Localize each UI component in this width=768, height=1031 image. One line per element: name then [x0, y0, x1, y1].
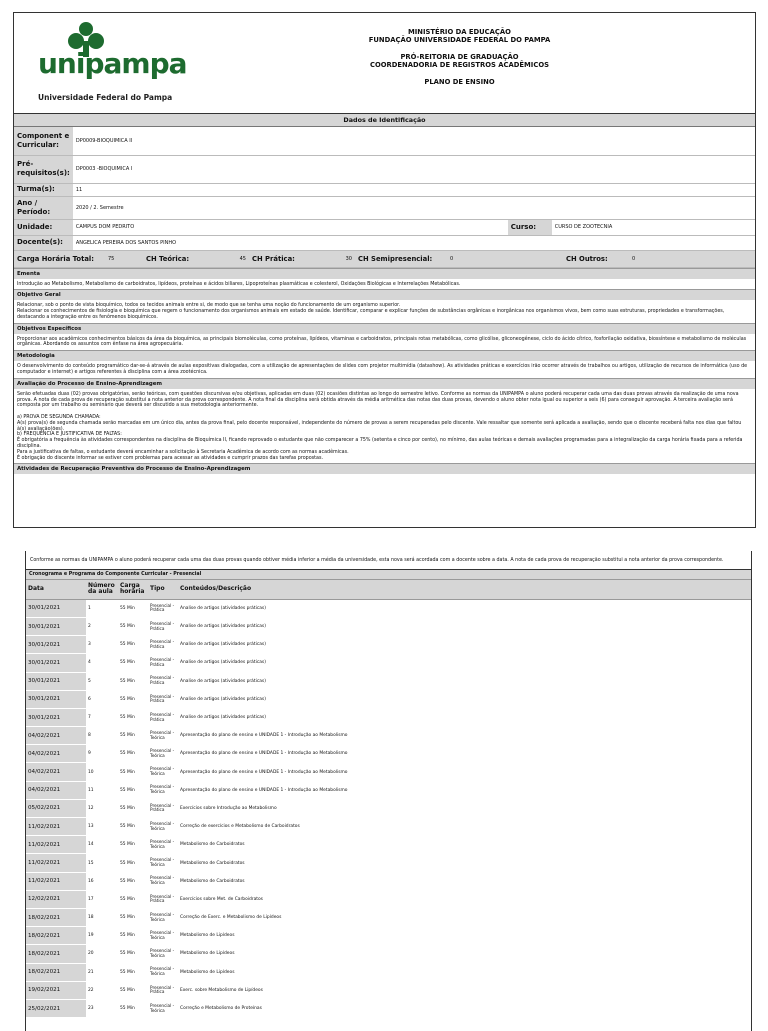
- ch-total-value: 75: [105, 251, 143, 268]
- cell-tipo: Presencial - Prática: [148, 672, 178, 690]
- turma-value: 11: [73, 183, 755, 196]
- cell-conteudo: Analise de artigos (atividades práticas): [178, 690, 751, 708]
- metodologia-title: Metodologia: [14, 350, 755, 361]
- cell-numero: 18: [86, 908, 118, 926]
- cell-conteudo: Apresentação do plano de ensino e UNIDADE 1 - Introdução ao Metabolismo: [178, 727, 751, 745]
- header-titles: [194, 13, 755, 113]
- cell-tipo: Presencial - Prática: [148, 890, 178, 908]
- cell-conteudo: Exerc. sobre Metabolismo de Lipídeos: [178, 981, 751, 999]
- cell-carga: 55 Min: [118, 690, 148, 708]
- cell-numero: 20: [86, 945, 118, 963]
- table-row: [26, 999, 751, 1017]
- table-row: [26, 908, 751, 926]
- cell-tipo: Presencial - Teórica: [148, 945, 178, 963]
- table-row: [26, 981, 751, 999]
- cell-date: 18/02/2021: [26, 908, 86, 926]
- cell-numero: 6: [86, 690, 118, 708]
- cell-numero: 5: [86, 672, 118, 690]
- cell-tipo: Presencial - Prática: [148, 617, 178, 635]
- recuperacao-title: Atividades de Recuperação Preventiva do Processo de Ensino-Aprendizagem: [14, 463, 755, 474]
- cell-date: 12/02/2021: [26, 890, 86, 908]
- turma-label: Turma(s):: [14, 183, 73, 196]
- cell-tipo: Presencial - Prática: [148, 799, 178, 817]
- cell-carga: 55 Min: [118, 745, 148, 763]
- metodologia-text: O desenvolvimento do conteúdo programático dar-se-á através de aulas expositivas dialogadas, com a utilização de apresentações de slides com projetor multimídia (datashow). As atividades práticas e exercícios irão ocorrer através de trabalhos ou artigos, utilização de recursos de informática (uso de computador e internet) e artigos referentes à disciplina com a área zootécnica.: [17, 364, 748, 376]
- table-row: [26, 672, 751, 690]
- table-row: [26, 617, 751, 635]
- cell-conteudo: Correção de Exerc. e Metabolismo de Lipídeos: [178, 908, 751, 926]
- ano-value: 2020 / 2. Semestre: [73, 196, 755, 219]
- cell-tipo: Presencial - Teórica: [148, 908, 178, 926]
- cell-date: 30/01/2021: [26, 690, 86, 708]
- cell-conteudo: Analise de artigos (atividades práticas): [178, 654, 751, 672]
- table-row: [26, 745, 751, 763]
- cell-numero: 8: [86, 727, 118, 745]
- cell-carga: 55 Min: [118, 908, 148, 926]
- cell-date: 04/02/2021: [26, 727, 86, 745]
- cell-carga: 55 Min: [118, 727, 148, 745]
- plano-ensino-page-1: [13, 12, 756, 528]
- logo-wordmark: unipampa: [38, 47, 187, 80]
- objetivo-geral-title: Objetivo Geral: [14, 289, 755, 300]
- cell-conteudo: Analise de artigos (atividades práticas): [178, 672, 751, 690]
- ementa-title: Ementa: [14, 268, 755, 279]
- cell-tipo: Presencial - Teórica: [148, 836, 178, 854]
- cell-carga: 55 Min: [118, 617, 148, 635]
- ch-total-label: Carga Horária Total:: [14, 251, 105, 268]
- cell-date: 11/02/2021: [26, 872, 86, 890]
- table-row: [26, 727, 751, 745]
- cell-tipo: Presencial - Prática: [148, 981, 178, 999]
- curso-label: Curso:: [508, 219, 552, 235]
- ch-semi-label: CH Semipresencial:: [355, 251, 447, 268]
- cell-carga: 55 Min: [118, 818, 148, 836]
- componente-label: Component e Curricular:: [14, 127, 73, 155]
- logo-subtitle: Universidade Federal do Pampa: [38, 93, 173, 102]
- objetivo-geral-block: [14, 289, 755, 322]
- cell-carga: 55 Min: [118, 981, 148, 999]
- cell-numero: 9: [86, 745, 118, 763]
- cell-numero: 13: [86, 818, 118, 836]
- cell-tipo: Presencial - Prática: [148, 599, 178, 617]
- cell-carga: 55 Min: [118, 599, 148, 617]
- col-tipo: Tipo: [148, 580, 178, 600]
- objetivo-geral-text: Relacionar, sob o ponto de vista bioquímico, todos os tecidos animais entre si, de modo que se tenha uma noção do funcionamento de um organismo superior. Relacionar os conhecimentos de fisiologia e bioquímica que regem o funcionamento dos organismos animais em estado de saúde. Identificar, comparar e explicar funções de substâncias orgânicas e inorgânicas nos organismos vivos, bem como suas estruturas, propriedades e transformações, destacando a integração entre os fenômenos bioquímicos.: [17, 303, 725, 320]
- cell-conteudo: Correção e Metabolismo de Proteínas: [178, 999, 751, 1017]
- avaliacao-block: [14, 378, 755, 464]
- cell-date: 11/02/2021: [26, 818, 86, 836]
- cell-conteudo: Exercícios sobre Met. de Carboidratos: [178, 890, 751, 908]
- cell-numero: 12: [86, 799, 118, 817]
- cell-conteudo: Metabolismo de Carboidratos: [178, 836, 751, 854]
- cell-carga: 55 Min: [118, 672, 148, 690]
- cell-date: 11/02/2021: [26, 836, 86, 854]
- cell-carga: 55 Min: [118, 708, 148, 726]
- unipampa-logo: [14, 13, 194, 113]
- cell-date: 18/02/2021: [26, 945, 86, 963]
- unidade-value: CAMPUS DOM PEDRITO: [73, 219, 508, 235]
- cell-numero: 3: [86, 636, 118, 654]
- cell-carga: 55 Min: [118, 763, 148, 781]
- table-row: [26, 690, 751, 708]
- table-row: [26, 872, 751, 890]
- header-line: MINISTÉRIO DA EDUCAÇÃO: [408, 28, 511, 36]
- cell-numero: 22: [86, 981, 118, 999]
- cell-carga: 55 Min: [118, 999, 148, 1017]
- col-data: Data: [26, 580, 86, 600]
- cell-tipo: Presencial - Teórica: [148, 927, 178, 945]
- prereq-value: DP0003 -BIOQUIMICA I: [73, 155, 755, 183]
- identification-section-title: Dados de Identificação: [14, 114, 755, 127]
- cell-tipo: Presencial - Teórica: [148, 963, 178, 981]
- cell-tipo: Presencial - Teórica: [148, 781, 178, 799]
- document-header: [14, 13, 755, 114]
- ch-outros-label: CH Outros:: [563, 251, 629, 268]
- cell-conteudo: Exercícios sobre Introdução ao Metabolismo: [178, 799, 751, 817]
- cell-carga: 55 Min: [118, 945, 148, 963]
- table-row: [26, 799, 751, 817]
- table-row: [26, 963, 751, 981]
- cell-date: 18/02/2021: [26, 927, 86, 945]
- recuperacao-block: [14, 463, 755, 474]
- cell-carga: 55 Min: [118, 636, 148, 654]
- cell-date: 11/02/2021: [26, 854, 86, 872]
- header-line: FUNDAÇÃO UNIVERSIDADE FEDERAL DO PAMPA: [368, 36, 551, 45]
- avaliacao-text: Serão efetuadas duas (02) provas obrigatórias, serão teóricas, com questões discursivas e/ou objetivas, aplicadas em duas (02) ocasiões distintas ao longo do semestre letivo. Conforme as normas da UNIPAMPA o aluno poderá recuperar cada uma das duas provas através da realização de uma nova prova. A nota de cada prova de recuperação substitui a nota anterior da prova correspondente. A nota final da disciplina será obtida através da média aritmética das notas das duas provas, devendo o aluno obter nota igual ou superior a seis (6) para conseguir aprovação. A terceira avaliação será composta por um trabalho ou seminário que deverá ser discutido a sua metodologia anteriormente. a) PROVA DE SEGUNDA CHAMADA: A(s) prova(s) de segunda chamada serão marcadas em um único dia, antes da prova final, pelo docente responsável, independente do número de provas a serem recuperadas pelo discente. Vale ressaltar que somente será aplicada a avaliação, sendo que o discente receberá falta nos dias que faltou à(s) avaliação(ões). b) FREQUÊNCIA E JUSTIFICATIVA DE FALTAS: É obrigatória a frequência às atividades correspondentes na disciplina de Bioquímica II, ficando reprovado o estudante que não comparecer a 75% (setenta e cinco por cento), no mínimo, das aulas teóricas e demais avaliações programadas para a integralização da carga horária fixada para a referida disciplina. Para a justificativa de faltas, o estudante deverá encaminhar a solicitação à Secretaria Acadêmica de acordo com as normas acadêmicas. É obrigação do discente informar se estiver com problemas para acessar as atividades e cumprir prazos das tarefas propostas.: [17, 391, 743, 461]
- cell-conteudo: Analise de artigos (atividades práticas): [178, 636, 751, 654]
- cell-numero: 21: [86, 963, 118, 981]
- cell-conteudo: Metabolismo de Lipídeos: [178, 963, 751, 981]
- cell-carga: 55 Min: [118, 963, 148, 981]
- cell-carga: 55 Min: [118, 890, 148, 908]
- table-row: [26, 854, 751, 872]
- identification-table: [14, 127, 755, 251]
- cell-numero: 10: [86, 763, 118, 781]
- table-row: [26, 599, 751, 617]
- col-conteudo: Conteúdos/Descrição: [178, 580, 751, 600]
- carga-horaria-row: [14, 251, 755, 268]
- cell-numero: 11: [86, 781, 118, 799]
- cell-conteudo: Analise de artigos (atividades práticas): [178, 617, 751, 635]
- ementa-block: [14, 268, 755, 290]
- table-row: [26, 636, 751, 654]
- cell-date: 30/01/2021: [26, 672, 86, 690]
- cell-carga: 55 Min: [118, 872, 148, 890]
- cell-date: 19/02/2021: [26, 981, 86, 999]
- ch-teorica-label: CH Teórica:: [143, 251, 219, 268]
- cell-date: 30/01/2021: [26, 599, 86, 617]
- cell-date: 04/02/2021: [26, 763, 86, 781]
- ementa-text: Introdução ao Metabolismo, Metabolismo de carboidratos, lipídeos, proteínas e ácidos biliares, Lipoproteínas plasmáticas e colesterol, Oxidações Biológicas e Interrelações Metabólicas.: [17, 281, 461, 287]
- cell-numero: 4: [86, 654, 118, 672]
- prereq-label: Pré-requisitos(s):: [14, 155, 73, 183]
- cell-conteudo: Apresentação do plano de ensino e UNIDADE 1 - Introdução ao Metabolismo: [178, 781, 751, 799]
- cell-date: 04/02/2021: [26, 781, 86, 799]
- objetivos-especificos-block: [14, 323, 755, 351]
- cell-numero: 17: [86, 890, 118, 908]
- componente-value: DP0009-BIOQUIMICA II: [73, 127, 755, 155]
- cell-conteudo: Correção de exercícios e Metabolismo de Carboidratos: [178, 818, 751, 836]
- cell-date: 18/02/2021: [26, 963, 86, 981]
- cell-conteudo: Apresentação do plano de ensino e UNIDADE 1 - Introdução ao Metabolismo: [178, 763, 751, 781]
- cell-conteudo: Metabolismo de Carboidratos: [178, 872, 751, 890]
- cell-tipo: Presencial - Prática: [148, 654, 178, 672]
- ch-semi-value: 0: [447, 251, 563, 268]
- cell-carga: 55 Min: [118, 927, 148, 945]
- cell-date: 30/01/2021: [26, 708, 86, 726]
- table-row: [26, 927, 751, 945]
- ano-label: Ano / Período:: [14, 196, 73, 219]
- cell-date: 05/02/2021: [26, 799, 86, 817]
- cell-carga: 55 Min: [118, 836, 148, 854]
- cell-numero: 19: [86, 927, 118, 945]
- cell-conteudo: Metabolismo de Lipídeos: [178, 945, 751, 963]
- table-row: [26, 836, 751, 854]
- cell-numero: 14: [86, 836, 118, 854]
- table-row: [26, 781, 751, 799]
- ch-teorica-value: 45: [219, 251, 249, 268]
- cell-tipo: Presencial - Teórica: [148, 763, 178, 781]
- cell-tipo: Presencial - Teórica: [148, 999, 178, 1017]
- col-carga: Carga horária: [118, 580, 148, 600]
- cell-date: 04/02/2021: [26, 745, 86, 763]
- metodologia-block: [14, 350, 755, 378]
- cell-tipo: Presencial - Prática: [148, 690, 178, 708]
- avaliacao-title: Avaliação do Processo de Ensino-Aprendizagem: [14, 378, 755, 389]
- cell-date: 30/01/2021: [26, 617, 86, 635]
- cronograma-title: Cronograma e Programa do Componente Curricular - Presencial: [26, 570, 751, 580]
- cronograma-header-row: [26, 580, 751, 600]
- col-numero: Número da aula: [86, 580, 118, 600]
- cell-carga: 55 Min: [118, 799, 148, 817]
- cell-conteudo: Metabolismo de Lipídeos: [178, 927, 751, 945]
- cell-tipo: Presencial - Teórica: [148, 818, 178, 836]
- table-row: [26, 818, 751, 836]
- table-row: [26, 763, 751, 781]
- cell-conteudo: Metabolismo de Carboidratos: [178, 854, 751, 872]
- cell-date: 30/01/2021: [26, 654, 86, 672]
- cell-tipo: Presencial - Teórica: [148, 745, 178, 763]
- cell-numero: 7: [86, 708, 118, 726]
- ch-outros-value: 0: [629, 251, 755, 268]
- cell-tipo: Presencial - Prática: [148, 708, 178, 726]
- docente-label: Docente(s):: [14, 235, 73, 250]
- cronograma-table: [26, 580, 751, 1018]
- curso-value: CURSO DE ZOOTECNIA: [552, 219, 755, 235]
- cell-conteudo: Analise de artigos (atividades práticas): [178, 599, 751, 617]
- cell-tipo: Presencial - Teórica: [148, 872, 178, 890]
- table-row: [26, 890, 751, 908]
- unidade-label: Unidade:: [14, 219, 73, 235]
- docente-value: ANGELICA PEREIRA DOS SANTOS PINHO: [73, 235, 755, 250]
- ch-pratica-value: 30: [325, 251, 355, 268]
- cell-numero: 16: [86, 872, 118, 890]
- cell-date: 30/01/2021: [26, 636, 86, 654]
- cell-tipo: Presencial - Prática: [148, 636, 178, 654]
- cell-tipo: Presencial - Teórica: [148, 727, 178, 745]
- cell-numero: 23: [86, 999, 118, 1017]
- cell-numero: 15: [86, 854, 118, 872]
- cell-carga: 55 Min: [118, 781, 148, 799]
- ch-pratica-label: CH Prática:: [249, 251, 325, 268]
- objetivos-especificos-title: Objetivos Específicos: [14, 323, 755, 334]
- cell-numero: 1: [86, 599, 118, 617]
- cell-date: 25/02/2021: [26, 999, 86, 1017]
- table-row: [26, 708, 751, 726]
- document-title: PLANO DE ENSINO: [424, 77, 495, 86]
- table-row: [26, 945, 751, 963]
- cell-numero: 2: [86, 617, 118, 635]
- objetivos-especificos-text: Proporcionar aos acadêmicos conhecimentos básicos da área da bioquímica, as principais biomoléculas, como proteínas, lipídeos, vitaminas e carboidratos, principais rotas metabólicas, como glicólise, gliconeogênese, ciclo do ácido cítrico, fosforilação oxidativa, biossíntese e metabolismo de moléculas orgânicas. Abordando os assuntos com ênfase na área agropecuária.: [17, 336, 747, 348]
- recuperacao-text: Conforme as normas da UNIPAMPA o aluno poderá recuperar cada uma das duas provas quando obtiver média inferior a média da universidade, esta nova será acordada com a docente sobre a data. A nota de cada prova de recuperação substitui a nota anterior da prova correspondente.: [26, 551, 751, 570]
- cell-carga: 55 Min: [118, 854, 148, 872]
- table-row: [26, 654, 751, 672]
- cell-tipo: Presencial - Teórica: [148, 854, 178, 872]
- cell-conteudo: Apresentação do plano de ensino e UNIDADE 1 - Introdução ao Metabolismo: [178, 745, 751, 763]
- cell-conteudo: Analise de artigos (atividades práticas): [178, 708, 751, 726]
- plano-ensino-page-2: [25, 551, 752, 1031]
- header-line: PRÓ-REITORIA DE GRADUAÇÃO: [400, 52, 519, 61]
- header-line: COORDENADORIA DE REGISTROS ACADÊMICOS: [369, 61, 549, 70]
- cell-carga: 55 Min: [118, 654, 148, 672]
